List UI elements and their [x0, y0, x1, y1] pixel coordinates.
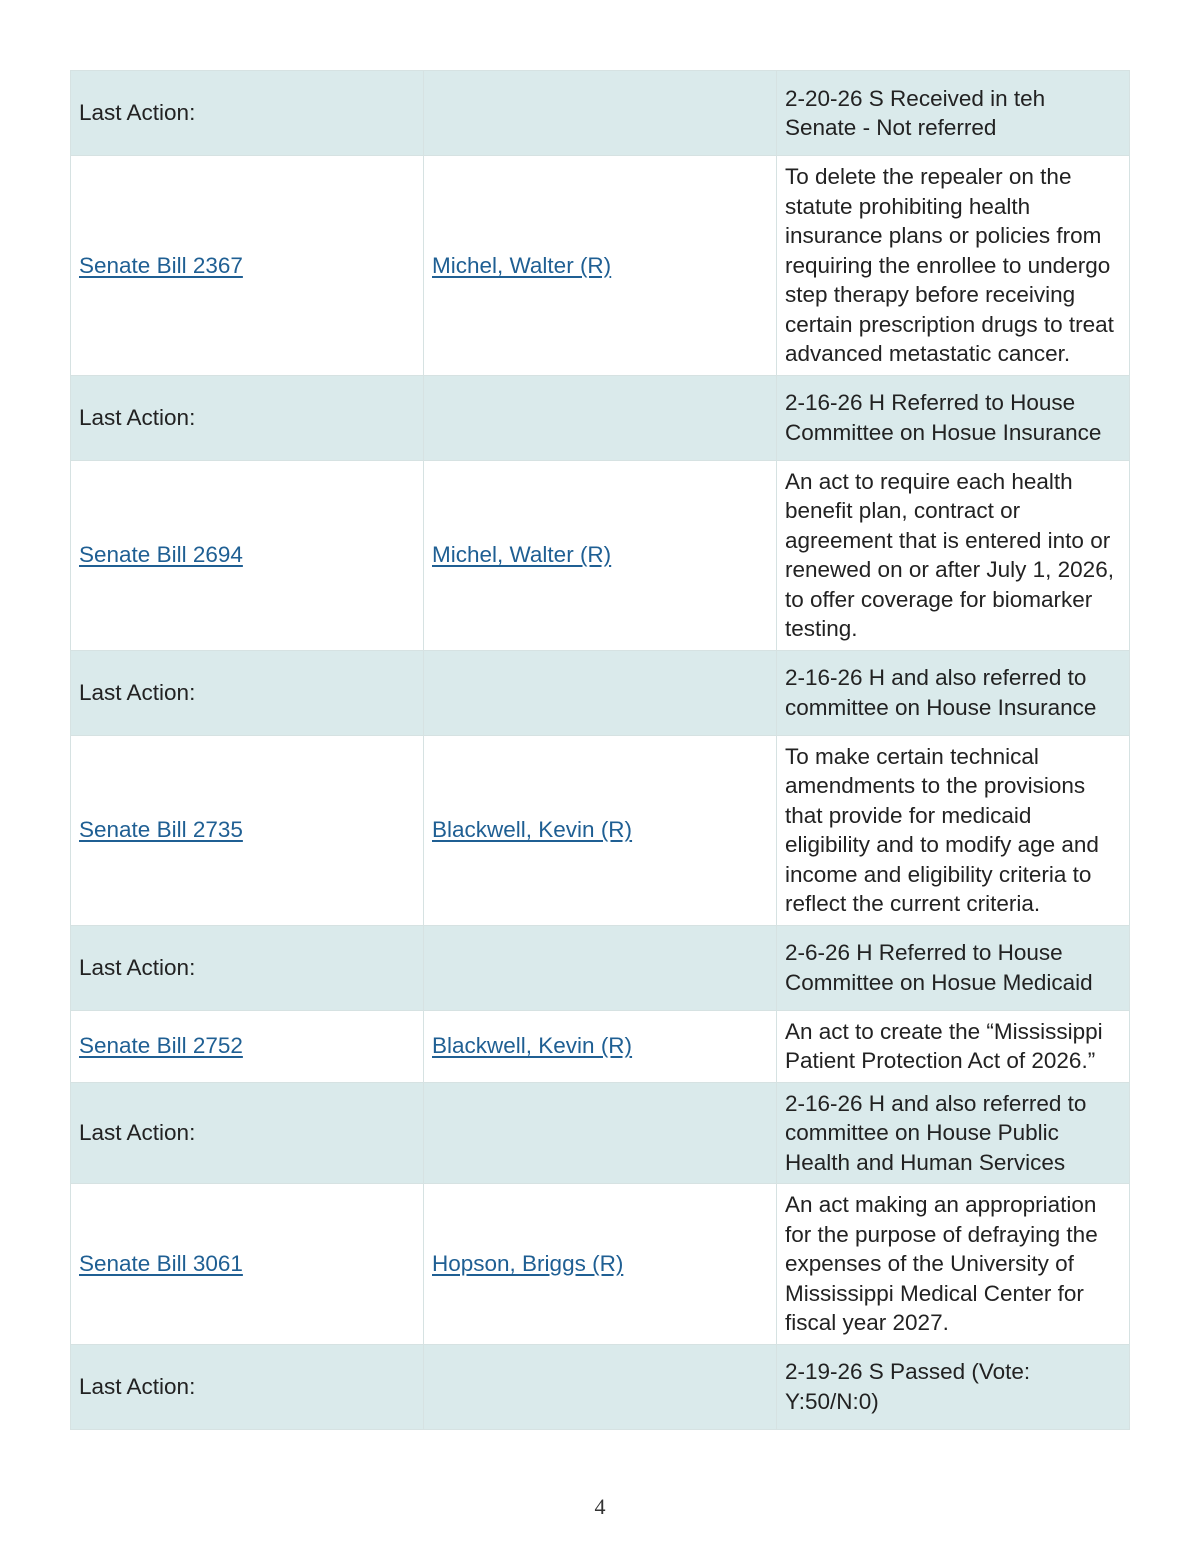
last-action-text: 2-16-26 H and also referred to committee on House Insurance	[777, 650, 1130, 735]
bill-link[interactable]: Senate Bill 2694	[79, 542, 243, 568]
bill-row	[71, 156, 1130, 376]
last-action-row	[71, 1082, 1130, 1184]
bill-description: An act making an appropriation for the purpose of defraying the expenses of the University of Mississippi Medical Center for fiscal year 2027.	[777, 1184, 1130, 1345]
last-action-text: 2-20-26 S Received in teh Senate - Not referred	[777, 71, 1130, 156]
last-action-row	[71, 1344, 1130, 1429]
last-action-row	[71, 650, 1130, 735]
sponsor-link[interactable]: Michel, Walter (R)	[432, 542, 612, 568]
bill-description: To delete the repealer on the statute prohibiting health insurance plans or policies from requiring the enrollee to undergo step therapy before receiving certain prescription drugs to treat advanced metastatic cancer.	[777, 156, 1130, 376]
bill-row	[71, 1184, 1130, 1345]
last-action-row	[71, 375, 1130, 460]
sponsor-cell	[424, 735, 777, 925]
bill-cell	[71, 735, 424, 925]
page-number: 4	[594, 1494, 606, 1519]
sponsor-link[interactable]: Hopson, Briggs (R)	[432, 1251, 624, 1276]
last-action-row	[71, 71, 1130, 156]
empty-cell	[424, 1082, 777, 1184]
bill-row	[71, 1010, 1130, 1082]
bill-description: An act to create the “Mississippi Patient Protection Act of 2026.”	[777, 1010, 1130, 1082]
empty-cell	[424, 650, 777, 735]
bill-description: To make certain technical amendments to the provisions that provide for medicaid eligibility and to modify age and income and eligibility criteria to reflect the current criteria.	[777, 735, 1130, 925]
last-action-label: Last Action:	[71, 925, 424, 1010]
last-action-text: 2-16-26 H and also referred to committee on House Public Health and Human Services	[777, 1082, 1130, 1184]
bill-cell	[71, 156, 424, 376]
last-action-label: Last Action:	[71, 1082, 424, 1184]
sponsor-link[interactable]: Blackwell, Kevin (R)	[432, 817, 633, 843]
last-action-label: Last Action:	[71, 650, 424, 735]
bills-table	[70, 70, 1130, 1430]
empty-cell	[424, 71, 777, 156]
empty-cell	[424, 375, 777, 460]
bill-row	[71, 460, 1130, 650]
sponsor-cell	[424, 1010, 777, 1082]
last-action-text: 2-6-26 H Referred to House Committee on Hosue Medicaid	[777, 925, 1130, 1010]
bill-cell	[71, 460, 424, 650]
last-action-label: Last Action:	[71, 1344, 424, 1429]
bill-link[interactable]: Senate Bill 3061	[79, 1251, 243, 1276]
sponsor-cell	[424, 156, 777, 376]
last-action-label: Last Action:	[71, 375, 424, 460]
bill-description: An act to require each health benefit plan, contract or agreement that is entered into or renewed on or after July 1, 2026, to offer coverage for biomarker testing.	[777, 460, 1130, 650]
bill-cell	[71, 1184, 424, 1345]
sponsor-cell	[424, 460, 777, 650]
bill-cell	[71, 1010, 424, 1082]
last-action-text: 2-19-26 S Passed (Vote: Y:50/N:0)	[777, 1344, 1130, 1429]
last-action-text: 2-16-26 H Referred to House Committee on Hosue Insurance	[777, 375, 1130, 460]
sponsor-link[interactable]: Blackwell, Kevin (R)	[432, 1033, 633, 1059]
bill-link[interactable]: Senate Bill 2367	[79, 252, 243, 278]
sponsor-cell	[424, 1184, 777, 1345]
last-action-row	[71, 925, 1130, 1010]
bill-row	[71, 735, 1130, 925]
bill-link[interactable]: Senate Bill 2735	[79, 817, 243, 843]
last-action-label: Last Action:	[71, 71, 424, 156]
empty-cell	[424, 1344, 777, 1429]
sponsor-link[interactable]: Michel, Walter (R)	[432, 252, 612, 278]
empty-cell	[424, 925, 777, 1010]
bill-link[interactable]: Senate Bill 2752	[79, 1033, 243, 1059]
